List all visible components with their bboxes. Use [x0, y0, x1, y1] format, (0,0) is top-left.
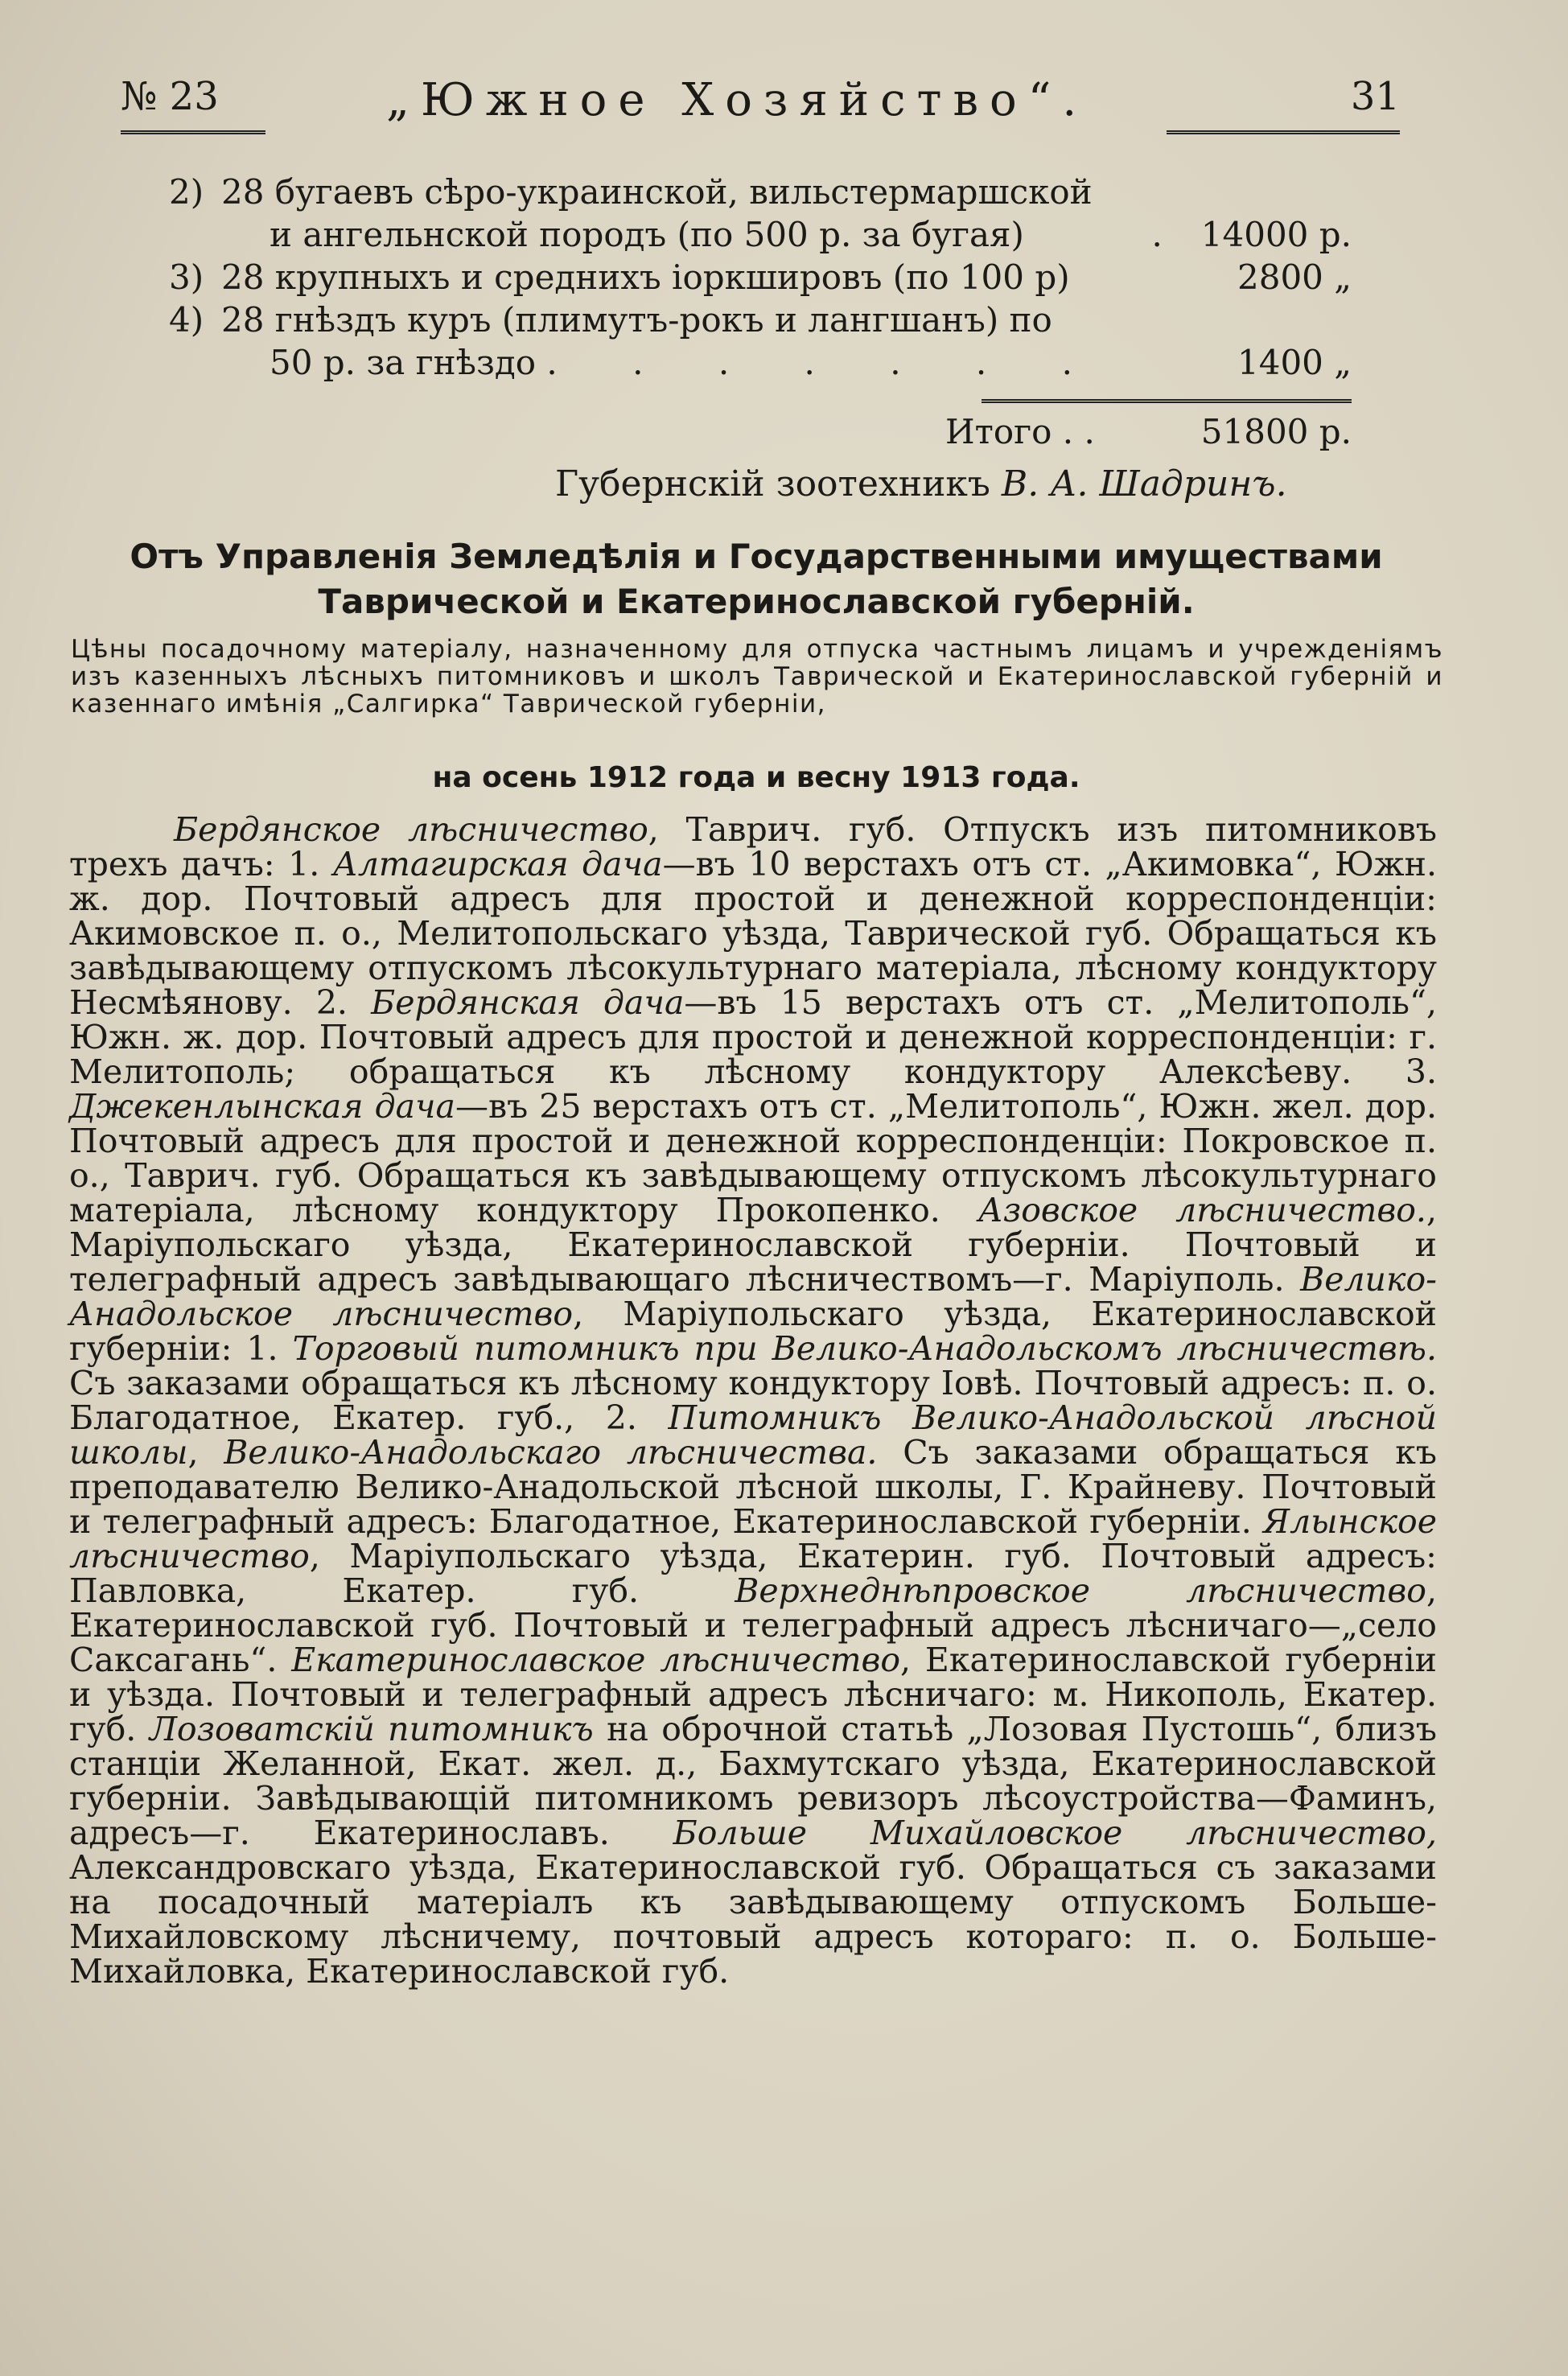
body-text-segment: , Екатеринославской губ. Почтовый и телеграфный адресъ лѣсничаго—„село Саксагань“.	[69, 1571, 1438, 1679]
body-text-segment: ,	[187, 1433, 224, 1472]
list-item-text: 28 крупныхъ и среднихъ іоркшировъ (по 100 р)	[221, 257, 1070, 297]
list-item-continuation	[169, 341, 1352, 384]
list-item-continuation	[169, 213, 1352, 256]
body-text-segment: , Маріупольскаго уѣзда, Екатерин. губ. Почтовый адресъ: Павловка, Екатер. губ.	[69, 1537, 1437, 1610]
body-text-segment: —въ 25 верстахъ отъ ст. „Мелитополь“, Южн. жел. дор. Почтовый адресъ для простой и денежной корреспонденціи: Покровское п. о., Таврич. губ. Обращаться къ завѣдывающему отпускомъ лѣсокультурнаго матеріала, лѣсному кондуктору Прокопенко.	[69, 1087, 1437, 1229]
list-item-text: 28 бугаевъ сѣро-украинской, вильстермаршской	[221, 172, 1093, 212]
page-number: 31	[1350, 74, 1400, 119]
forestry-listing-paragraph	[69, 810, 1438, 1991]
list-item-amount: 1400 „	[1237, 343, 1352, 382]
forestry-name: Торговый питомникъ при Велико-Анадольскомъ лѣсничествѣ.	[292, 1329, 1437, 1368]
forestry-name: Екатеринославское лѣсничество	[291, 1641, 901, 1679]
forestry-name: Велико-Анадольскаго лѣсничества.	[224, 1433, 878, 1472]
body-text-segment: , Екатеринославской губерніи и уѣзда. Почтовый и телеграфный адресъ лѣсничаго: м. Никополь, Екатер. губ.	[69, 1641, 1437, 1748]
list-item-amount: . 14000 р.	[1151, 215, 1352, 254]
body-text-segment: на оброчной статьѣ „Лозовая Пустошь“, близъ станціи Желанной, Екат. жел. д., Бахмутскаго уѣзда, Екатеринославской губерніи. Завѣдывающій питомникомъ ревизоръ лѣсоустройства—Фаминъ, адресъ—г. Екатеринославъ.	[69, 1710, 1438, 1852]
list-item-amount: 2800 „	[1237, 257, 1352, 297]
forestry-name: Ялынское лѣсничество	[69, 1502, 1437, 1575]
body-text-segment: , Таврич. губ. Отпускъ изъ питомниковъ трехъ дачъ: 1.	[69, 810, 1437, 883]
list-item-index: 4)	[169, 300, 204, 340]
list-item-text: 28 гнѣздъ куръ (плимутъ-рокъ и лангшанъ) по	[221, 300, 1052, 340]
issue-number: № 23	[121, 74, 219, 119]
forestry-name: Азовское лѣсничество.	[977, 1191, 1426, 1229]
prices-intro: Цѣны посадочному матеріалу, назначенному для отпуска частнымъ лицамъ и учрежденіямъ изъ казенныхъ лѣсныхъ питомниковъ и школъ Таврической и Екатеринославской губерній и казеннаго имѣнія „Салгирка“ Таврической губерніи,	[71, 635, 1443, 719]
signature	[555, 463, 1287, 504]
list-item-text: 50 р. за гнѣздо . . . . . . .	[270, 343, 1105, 382]
page-header	[121, 74, 1400, 138]
signature-position: Губернскій зоотехникъ	[555, 463, 990, 504]
forestry-name: Питомникъ Велико-Анадольской лѣсной школы	[69, 1398, 1438, 1472]
list-item	[169, 299, 1352, 341]
journal-title: „Южное Хозяйство“.	[386, 74, 1089, 126]
forestry-name: Больше Михайловское лѣсничество,	[673, 1814, 1437, 1852]
body-text-segment: Съ заказами обращаться къ преподавателю Велико-Анадольской лѣсной школы, Г. Крайневу. Почтовый и телеграфный адресъ: Благодатное, Екатеринославской губерніи.	[69, 1433, 1437, 1541]
body-text-segment: —въ 10 верстахъ отъ ст. „Акимовка“, Южн. ж. дор. Почтовый адресъ для простой и денежной корреспонденціи: Акимовское п. о., Мелитопольскаго уѣзда, Таврической губ. Обращаться къ завѣдывающему отпускомъ лѣсокультурнаго матеріала, лѣсному кондуктору Несмѣянову. 2.	[69, 845, 1438, 1022]
body-text-segment: Александровскаго уѣзда, Екатеринославской губ. Обращаться съ заказами на посадочный матеріалъ къ завѣдывающему отпускомъ Больше-Михайловскому лѣсничему, почтовый адресъ котораго: п. о. Больше-Михайловка, Екатеринославской губ.	[69, 1848, 1437, 1991]
header-rule-left	[121, 130, 265, 134]
season-heading: на осень 1912 года и весну 1913 года.	[432, 761, 1080, 794]
forestry-name: Лозоватскій питомникъ	[149, 1710, 594, 1748]
section-title: Отъ Управленія Земледѣлія и Государственными имуществами Таврической и Екатеринославской губерній.	[130, 537, 1383, 621]
body-text-segment: Съ заказами обращаться къ лѣсному кондуктору Іовѣ. Почтовый адресъ: п. о. Благодатное, Екатер. губ., 2.	[69, 1364, 1437, 1437]
forestry-name: Бердянское лѣсничество	[174, 810, 648, 849]
list-item-index: 3)	[169, 257, 204, 297]
total-rule	[982, 399, 1352, 403]
livestock-list	[169, 171, 1352, 384]
list-item	[169, 171, 1352, 213]
header-rule-right	[1167, 130, 1400, 134]
total-label: Итого . .	[945, 412, 1095, 451]
body-text-segment: , Маріупольскаго уѣзда, Екатеринославской губерніи. Почтовый и телеграфный адресъ завѣдывающаго лѣсничествомъ—г. Маріуполь.	[69, 1191, 1437, 1299]
total-value: 51800 р.	[1200, 412, 1352, 451]
signature-name: В. А. Шадринъ.	[1001, 463, 1287, 504]
body-text-segment: —въ 15 верстахъ отъ ст. „Мелитополь“, Южн. ж. дор. Почтовый адресъ для простой и денежной корреспонденціи: г. Мелитополь; обращаться къ лѣсному кондуктору Алексѣеву. 3.	[69, 983, 1437, 1091]
list-item	[169, 256, 1352, 299]
forestry-name: Алтагирская дача	[332, 845, 663, 883]
forestry-name: Бердянская дача	[371, 983, 685, 1022]
list-item-index: 2)	[169, 172, 204, 212]
forestry-name: Велико-Анадольское лѣсничество	[69, 1260, 1437, 1333]
list-item-text: и ангельнской породъ (по 500 р. за бугая)	[270, 215, 1024, 254]
body-text-segment: , Маріупольскаго уѣзда, Екатеринославской губерніи: 1.	[69, 1295, 1437, 1368]
forestry-name: Верхнеднѣпровское лѣсничество	[735, 1571, 1426, 1610]
forestry-name: Джекенлынская дача	[69, 1087, 455, 1126]
